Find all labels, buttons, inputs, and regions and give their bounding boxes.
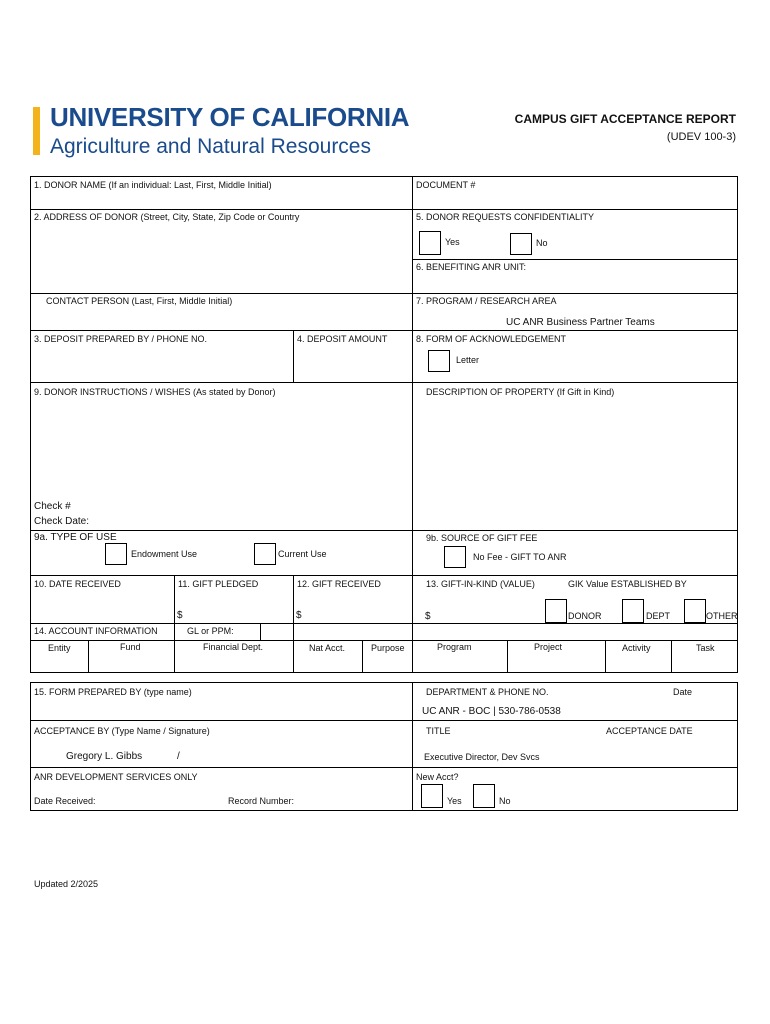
source-gift-fee-label: 9b. SOURCE OF GIFT FEE: [426, 533, 538, 543]
new-account-yes-label: Yes: [447, 796, 462, 806]
frame-right: [737, 176, 738, 672]
date-label: Date: [673, 687, 693, 697]
col-nat-acct: Nat Acct.: [309, 643, 346, 653]
dept-phone-value: UC ANR - BOC | 530-786-0538: [422, 706, 561, 717]
cell-divider: [293, 575, 294, 672]
column-divider: [412, 176, 413, 672]
col-program: Program: [437, 642, 472, 652]
dept-checkbox[interactable]: [622, 599, 644, 623]
row-line: [30, 530, 738, 531]
new-account-yes-checkbox[interactable]: [421, 784, 443, 808]
current-use-label: Current Use: [278, 549, 327, 559]
gift-in-kind-dollar: $: [425, 611, 431, 622]
confidentiality-yes-label: Yes: [445, 237, 460, 247]
cell-divider: [174, 640, 175, 672]
row-line: [30, 640, 738, 641]
gik-value-label: GIK Value ESTABLISHED BY: [568, 579, 687, 589]
donor-name-label: 1. DONOR NAME (If an individual: Last, First, Middle Initial): [34, 180, 272, 190]
program-area-value: UC ANR Business Partner Teams: [506, 317, 655, 328]
logo-accent-bar: [33, 107, 40, 155]
new-account-no-checkbox[interactable]: [473, 784, 495, 808]
title-label: TITLE: [426, 726, 451, 736]
deposit-amount-label: 4. DEPOSIT AMOUNT: [297, 334, 388, 344]
row-line: [30, 293, 738, 294]
account-info-label: 14. ACCOUNT INFORMATION: [34, 626, 158, 636]
dept-phone-label: DEPARTMENT & PHONE NO.: [426, 687, 549, 697]
column-divider-lower: [412, 682, 413, 811]
col-task: Task: [696, 643, 715, 653]
current-use-checkbox[interactable]: [254, 543, 276, 565]
acceptor-title: Executive Director, Dev Svcs: [424, 752, 540, 762]
cell-divider: [507, 640, 508, 672]
cell-divider: [605, 640, 606, 672]
record-number-label: Record Number:: [228, 796, 295, 806]
new-account-no-label: No: [499, 796, 511, 806]
other-checkbox[interactable]: [684, 599, 706, 623]
row-line: [30, 209, 738, 210]
confidentiality-no-checkbox[interactable]: [510, 233, 532, 255]
dev-services-only-label: ANR DEVELOPMENT SERVICES ONLY: [34, 772, 198, 782]
cell-divider: [671, 640, 672, 672]
donor-instructions-label: 9. DONOR INSTRUCTIONS / WISHES (As stated by Donor): [34, 387, 276, 397]
cell-divider: [260, 623, 261, 640]
gift-received-dollar: $: [296, 610, 302, 621]
frame-left: [30, 176, 31, 672]
confidentiality-yes-checkbox[interactable]: [419, 231, 441, 255]
address-label: 2. ADDRESS OF DONOR (Street, City, State, Zip Code or Country: [34, 212, 300, 222]
date-received-label: 10. DATE RECEIVED: [34, 579, 121, 589]
form-title: CAMPUS GIFT ACCEPTANCE REPORT: [514, 112, 736, 126]
acceptance-date-label: ACCEPTANCE DATE: [606, 726, 693, 736]
donor-option-label: DONOR: [568, 611, 602, 621]
signature-slash: /: [177, 751, 180, 762]
document-number-label: DOCUMENT #: [416, 180, 476, 190]
donor-checkbox[interactable]: [545, 599, 567, 623]
acceptance-by-label: ACCEPTANCE BY (Type Name / Signature): [34, 726, 210, 736]
frame-left-lower: [30, 682, 31, 811]
new-account-label: New Acct?: [416, 772, 459, 782]
deposit-divider: [293, 330, 294, 382]
row-line: [412, 259, 738, 260]
row-line: [30, 330, 738, 331]
col-financial-dept: Financial Dept.: [203, 642, 264, 652]
dept-option-label: DEPT: [646, 611, 671, 621]
check-date-label: Check Date:: [34, 516, 90, 527]
program-area-label: 7. PROGRAM / RESEARCH AREA: [416, 296, 557, 306]
form-code: (UDEV 100-3): [666, 131, 736, 143]
col-activity: Activity: [622, 643, 651, 653]
endowment-use-checkbox[interactable]: [105, 543, 127, 565]
form-prepared-label: 15. FORM PREPARED BY (type name): [34, 687, 192, 697]
col-purpose: Purpose: [371, 643, 405, 653]
form-of-ack-label: 8. FORM OF ACKNOWLEDGEMENT: [416, 334, 567, 344]
acceptor-name: Gregory L. Gibbs: [66, 751, 143, 762]
cell-divider: [174, 575, 175, 640]
row-line: [30, 810, 738, 811]
updated-date: Updated 2/2025: [34, 879, 99, 889]
row-line: [30, 720, 738, 721]
no-fee-checkbox[interactable]: [444, 546, 466, 568]
gl-ppm-label: GL or PPM:: [187, 626, 234, 636]
row-line: [30, 382, 738, 383]
row-line: [30, 672, 738, 673]
col-entity: Entity: [48, 643, 71, 653]
org-name-line1: UNIVERSITY OF CALIFORNIA: [50, 102, 410, 132]
endowment-use-label: Endowment Use: [131, 549, 198, 559]
other-option-label: OTHER: [706, 611, 738, 621]
benefiting-unit-label: 6. BENEFITING ANR UNIT:: [416, 262, 527, 272]
gift-pledged-dollar: $: [177, 610, 183, 621]
letter-label: Letter: [456, 355, 480, 365]
gift-received-label: 12. GIFT RECEIVED: [297, 579, 381, 589]
row-line: [30, 575, 738, 576]
deposit-prepared-label: 3. DEPOSIT PREPARED BY / PHONE NO.: [34, 334, 208, 344]
row-line: [30, 767, 738, 768]
frame-right-lower: [737, 682, 738, 811]
type-of-use-label: 9a. TYPE OF USE: [34, 532, 117, 543]
letter-checkbox[interactable]: [428, 350, 450, 372]
contact-person-label: CONTACT PERSON (Last, First, Middle Initial): [46, 296, 233, 306]
no-fee-label: No Fee - GIFT TO ANR: [473, 552, 567, 562]
confidentiality-label: 5. DONOR REQUESTS CONFIDENTIALITY: [416, 212, 595, 222]
check-number-label: Check #: [34, 501, 71, 512]
col-fund: Fund: [120, 642, 141, 652]
cell-divider: [362, 640, 363, 672]
date-received-dev-label: Date Received:: [34, 796, 96, 806]
gift-pledged-label: 11. GIFT PLEDGED: [178, 579, 259, 589]
row-line: [30, 682, 738, 683]
row-line: [30, 623, 738, 624]
cell-divider: [88, 640, 89, 672]
org-name-line2: Agriculture and Natural Resources: [50, 135, 371, 158]
row-line: [30, 176, 738, 177]
description-property-label: DESCRIPTION OF PROPERTY (If Gift in Kind): [426, 387, 615, 397]
gift-in-kind-label: 13. GIFT-IN-KIND (VALUE): [426, 579, 535, 589]
col-project: Project: [534, 642, 563, 652]
confidentiality-no-label: No: [536, 238, 548, 248]
